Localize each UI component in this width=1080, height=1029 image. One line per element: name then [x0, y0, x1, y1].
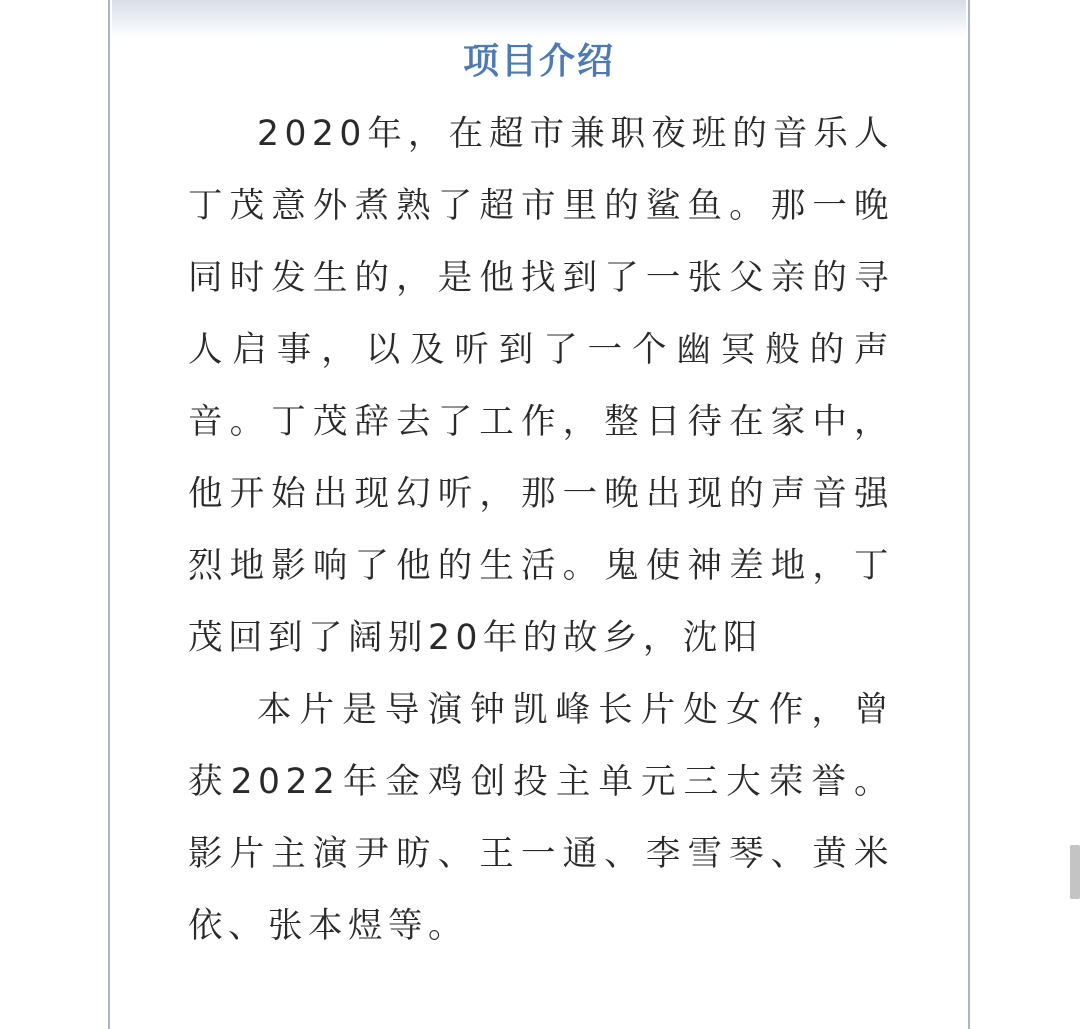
- intro-paragraph-1: 2020年，在超市兼职夜班的音乐人丁茂意外煮熟了超市里的鲨鱼。那一晚同时发生的，是他找到了一张父亲的寻人启事，以及听到了一个幽冥般的声音。丁茂辞去了工作，整日待在家中，他开始出现幻听，那一晚出现的声音强烈地影响了他的生活。鬼使神差地，丁茂回到了阔别20年的故乡，沈阳: [188, 114, 894, 658]
- card-top-shadow: [112, 0, 966, 38]
- intro-body: [188, 98, 894, 962]
- intro-card: [108, 0, 970, 1029]
- section-title: 项目介绍: [462, 41, 615, 82]
- scrollbar-thumb[interactable]: [1070, 845, 1080, 899]
- intro-paragraph-2: 本片是导演钟凯峰长片处女作，曾获2022年金鸡创投主单元三大荣誉。影片主演尹昉、王一通、李雪琴、黄米依、张本煜等。: [188, 690, 894, 946]
